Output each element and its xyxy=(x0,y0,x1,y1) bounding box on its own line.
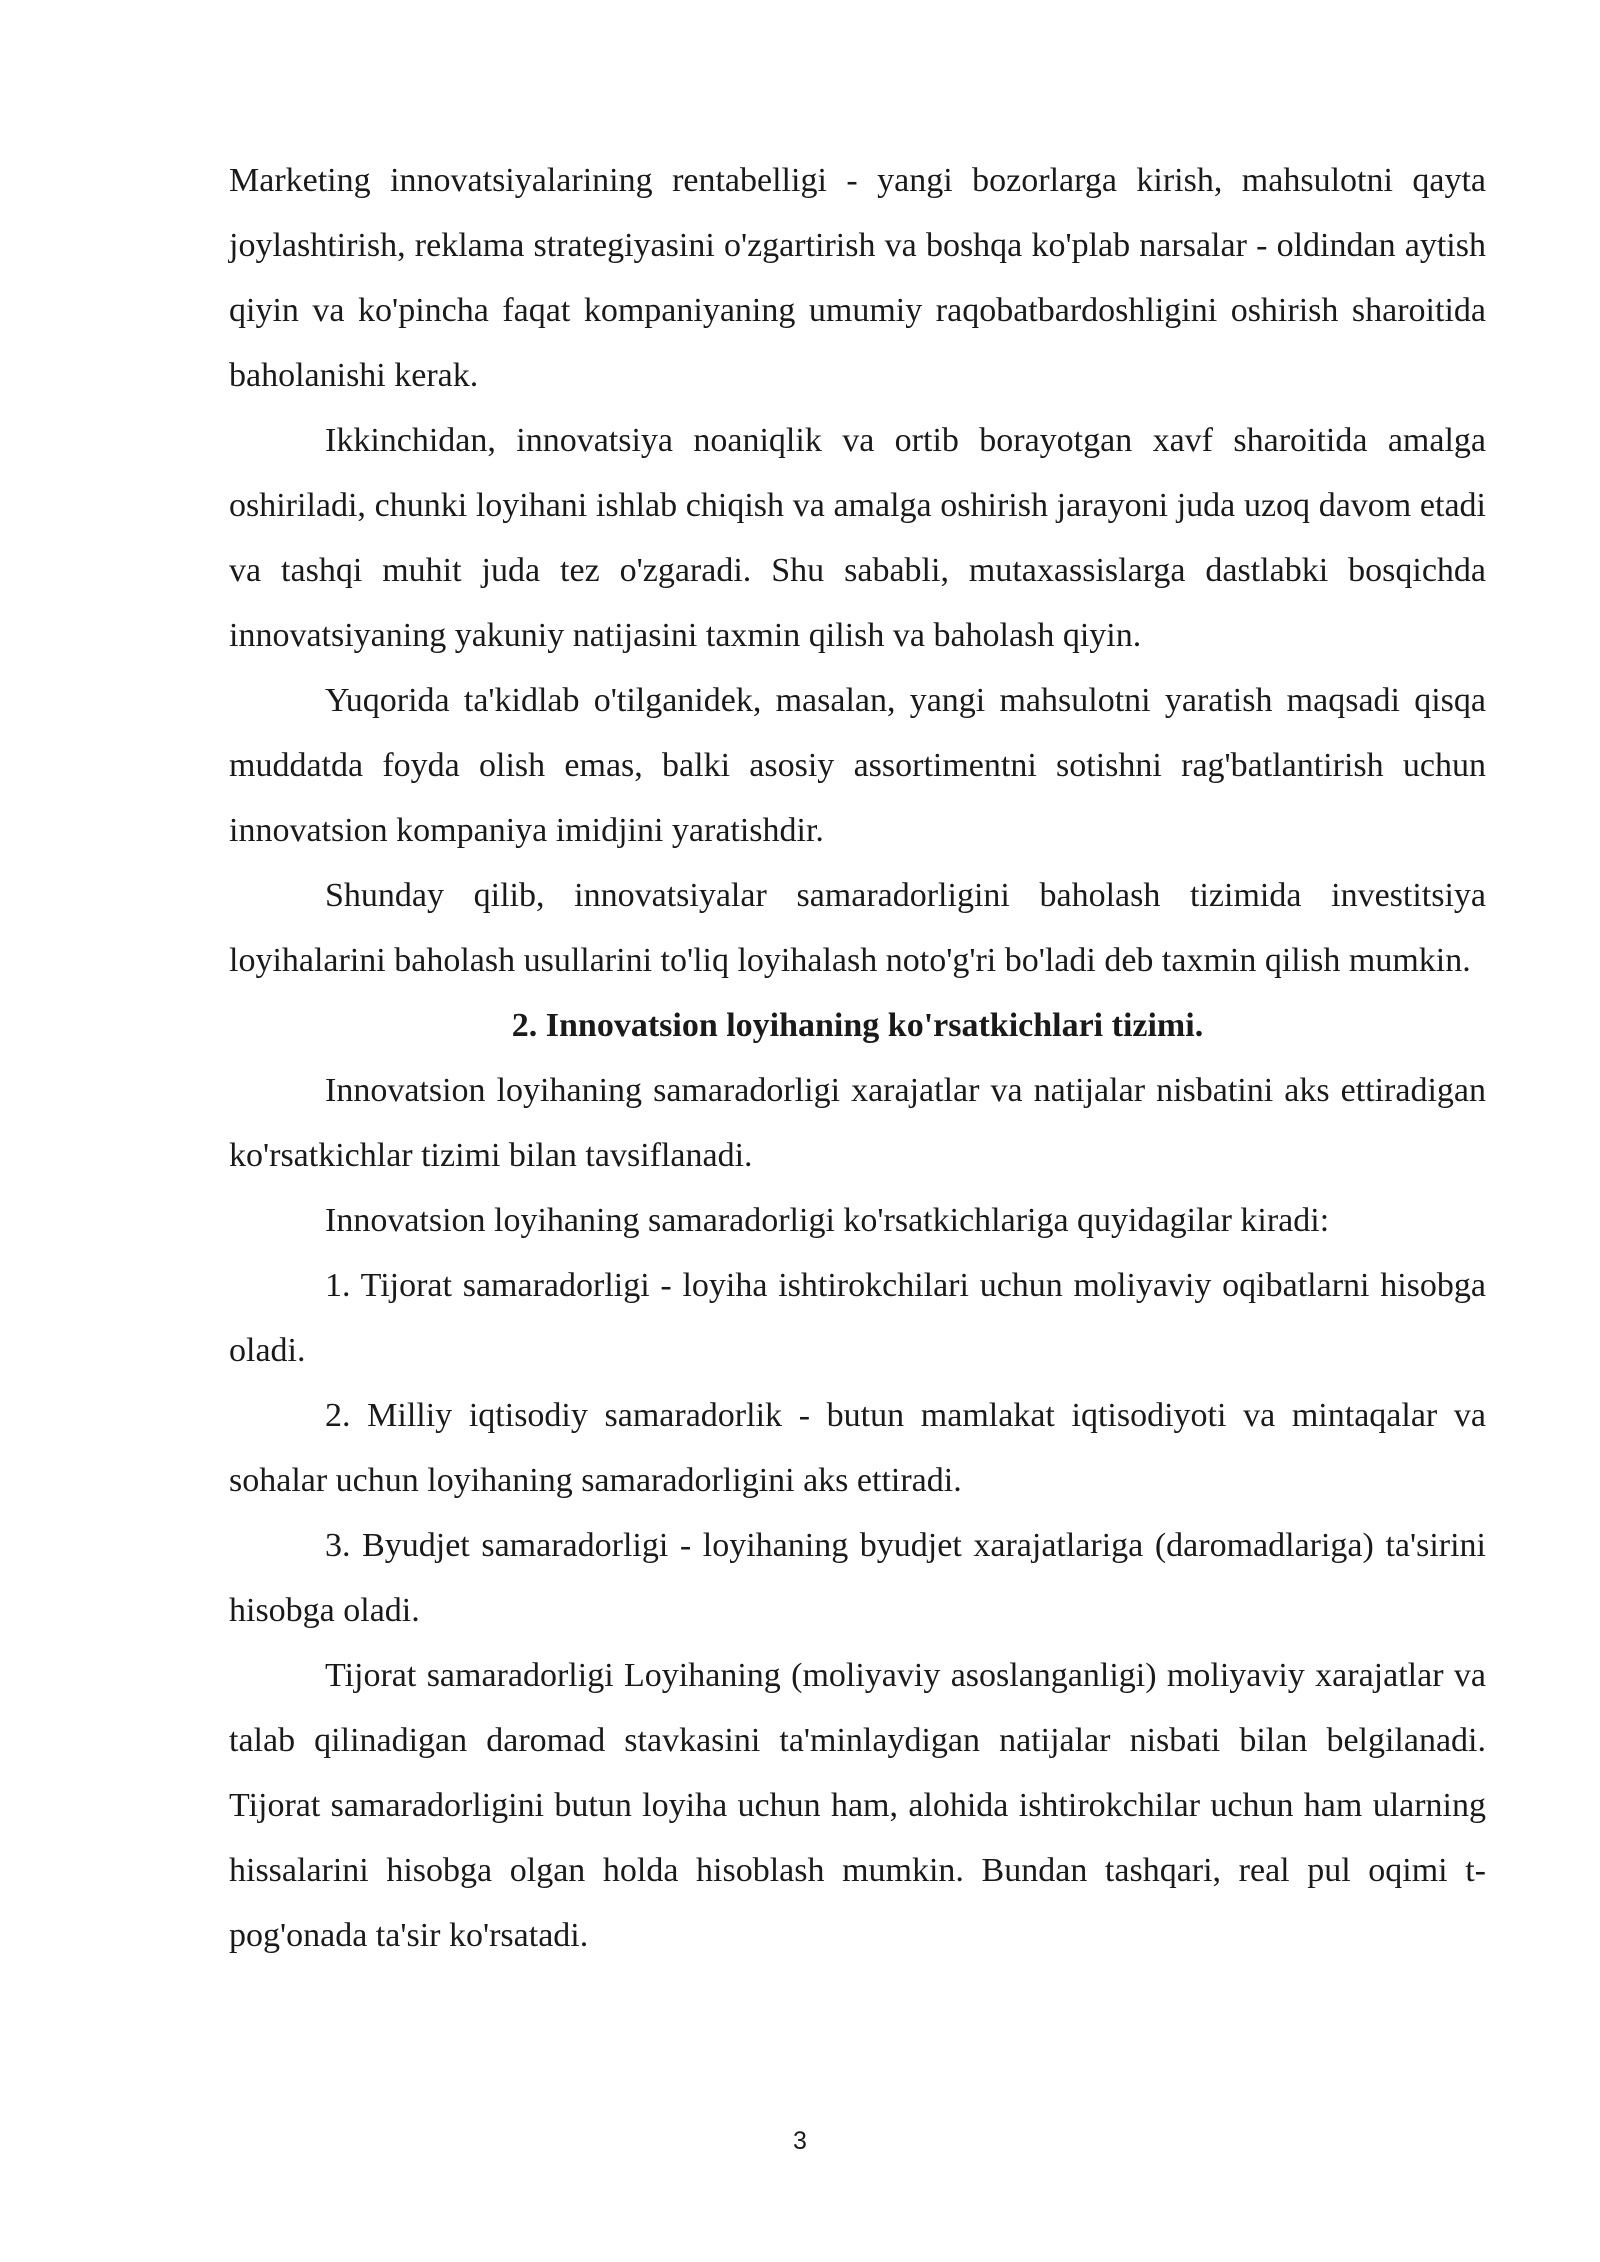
paragraph-indicator-system: Innovatsion loyihaning samaradorligi xarajatlar va natijalar nisbatini aks ettiradigan ko'rsatkichlar tizimi bilan tavsiflanadi. xyxy=(229,1072,1486,1174)
page-number: 3 xyxy=(793,2127,807,2155)
paragraph-conclusion: Shunday qilib, innovatsiyalar samaradorligini baholash tizimida investitsiya loyihalarini baholash usullarini to'liq loyihalash noto'g'ri bo'ladi deb taxmin qilish mumkin. xyxy=(229,877,1486,979)
paragraph-indicators-intro: Innovatsion loyihaning samaradorligi ko'rsatkichlariga quyidagilar kiradi: xyxy=(325,1202,1330,1239)
paragraph-marketing-rentability: Marketing innovatsiyalarining rentabelligi - yangi bozorlarga kirish, mahsulotni qayta joylashtirish, reklama strategiyasini o'zgartirish va boshqa ko'plab narsalar - oldindan aytish qiyin va ko'pincha faqat kompaniyaning umumiy raqobatbardoshligini oshirish sharoitida baholanishi kerak. xyxy=(229,162,1486,394)
paragraph-commercial-efficiency-details: Tijorat samaradorligi Loyihaning (moliyaviy asoslanganligi) moliyaviy xarajatlar va talab qilinadigan daromad stavkasini ta'minlaydigan natijalar nisbati bilan belgilanadi. Tijorat samaradorligini butun loyiha uchun ham, alohida ishtirokchilar uchun ham ularning hissalarini hisobga olgan holda hisoblash mumkin. Bundan tashqari, real pul oqimi t-pog'onada ta'sir ko'rsatadi. xyxy=(229,1657,1486,1954)
list-item-commercial-efficiency: 1. Tijorat samaradorligi - loyiha ishtirokchilari uchun moliyaviy oqibatlarni hisobga oladi. xyxy=(229,1267,1486,1369)
page-body xyxy=(229,148,1486,1968)
section-heading: 2. Innovatsion loyihaning ko'rsatkichlari tizimi. xyxy=(511,1007,1204,1044)
paragraph-company-image: Yuqorida ta'kidlab o'tilganidek, masalan, yangi mahsulotni yaratish maqsadi qisqa muddatda foyda olish emas, balki asosiy assortimentni sotishni rag'batlantirish uchun innovatsion kompaniya imidjini yaratishdir. xyxy=(229,682,1486,849)
list-item-national-efficiency: 2. Milliy iqtisodiy samaradorlik - butun mamlakat iqtisodiyoti va mintaqalar va sohalar uchun loyihaning samaradorligini aks ettiradi. xyxy=(229,1397,1486,1499)
paragraph-uncertainty-risk: Ikkinchidan, innovatsiya noaniqlik va ortib borayotgan xavf sharoitida amalga oshiriladi, chunki loyihani ishlab chiqish va amalga oshirish jarayoni juda uzoq davom etadi va tashqi muhit juda tez o'zgaradi. Shu sababli, mutaxassislarga dastlabki bosqichda innovatsiyaning yakuniy natijasini taxmin qilish va baholash qiyin. xyxy=(229,422,1486,654)
list-item-budget-efficiency: 3. Byudjet samaradorligi - loyihaning byudjet xarajatlariga (daromadlariga) ta'sirini hisobga oladi. xyxy=(229,1527,1486,1629)
